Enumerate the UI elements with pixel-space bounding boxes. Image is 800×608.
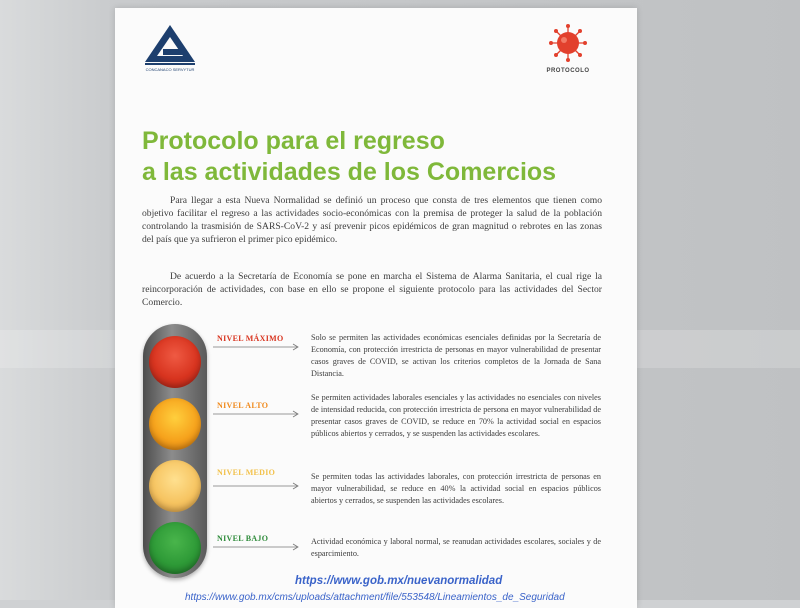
document-page: [115, 8, 637, 608]
traffic-light: [143, 324, 207, 578]
level-label-bajo: NIVEL BAJO: [217, 534, 269, 543]
arrow-icon: [211, 482, 303, 490]
economia-paragraph: De acuerdo a la Secretaría de Economía se pone en marcha el Sistema de Alarma Sanitaria, el cual rige la reincorporación de actividades, con base en ello se propone el siguiente protocolo para las actividades del Sector Comercio.: [142, 271, 602, 308]
level-description-alto: Se permiten actividades laborales esenciales y las actividades no esenciales con niveles de intensidad reducida, con protección irrestricta de persona en mayor vulnerabilidad de presentar casos graves de COVID, se reduce en 70% la actividad social en espacios públicos abiertos y cerrados, y se suspenden las actividades escolares.: [311, 393, 601, 438]
virus-icon: [537, 20, 599, 66]
level-description-maximo: Solo se permiten las actividades económicas esenciales definidas por la Secretaría de Economía, con protección irrestricta de personas en mayor vulnerabilidad de presentar casos graves de COVID, se activan los criterios completos de la Jornada de Sana Distancia.: [311, 333, 601, 378]
level-label-maximo: NIVEL MÁXIMO: [217, 334, 284, 343]
protocolo-label: PROTOCOLO: [546, 68, 590, 74]
level-label-alto: NIVEL ALTO: [217, 401, 269, 410]
orange-lamp: [149, 398, 201, 450]
triangle-logo-icon: [141, 22, 199, 68]
arrow-icon: [211, 543, 303, 551]
intro-paragraph: Para llegar a esta Nueva Normalidad se definió un proceso que consta de tres elementos que tienen como objetivo facilitar el regreso a las actividades socio-económicas con la premisa de proteger la salud de la población controlando la trasmisión de SARS-CoV-2 y así prevenir picos epidémicos de gran magnitud o rebrotes en las zonas del país que ya sufrieron el primer pico epidémico.: [142, 195, 602, 245]
green-lamp: [149, 522, 201, 574]
arrow-icon: [211, 343, 303, 351]
page-title: [142, 126, 612, 188]
protocolo-logo: [537, 20, 599, 80]
lineamientos-link[interactable]: https://www.gob.mx/cms/uploads/attachment/file/553548/Lineamientos_de_Seguridad: [185, 592, 565, 603]
level-label-medio: NIVEL MEDIO: [217, 468, 276, 477]
level-description-bajo: Actividad económica y laboral normal, se reanudan actividades escolares, sociales y de esparcimiento.: [311, 537, 601, 558]
arrow-icon: [211, 410, 303, 418]
level-description-medio: Se permiten todas las actividades laborales, con protección irrestricta de personas en mayor vulnerabilidad, se reduce en 40% la actividad social en espacios públicos abiertos y cerrados, se suspenden las actividades escolares.: [311, 472, 601, 505]
concanaco-logo: [141, 22, 199, 82]
title-line-1: Protocolo para el regreso: [142, 127, 445, 155]
yellow-lamp: [149, 460, 201, 512]
red-lamp: [149, 336, 201, 388]
title-line-2: a las actividades de los Comercios: [142, 158, 557, 186]
logo-org-text: CONCANACO SERVYTUR: [145, 67, 195, 72]
nueva-normalidad-link[interactable]: https://www.gob.mx/nuevanormalidad: [295, 575, 503, 587]
